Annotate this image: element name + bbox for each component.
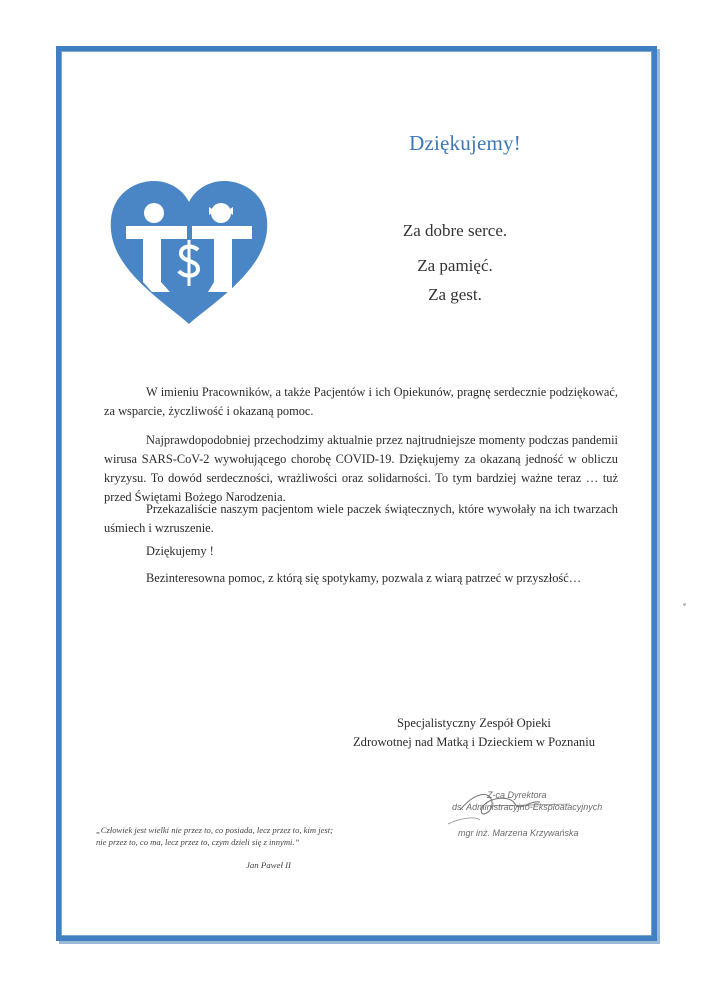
paragraph-1: W imieniu Pracowników, a także Pacjentów i ich Opiekunów, pragnę serdecznie podziękować, za wsparcie, życzliwość i okazaną pomoc.	[104, 385, 618, 418]
stamp-name: mgr inż. Marzena Krzywańska	[458, 828, 579, 838]
quote-line-1: „Człowiek jest wielki nie przez to, co posiada, lecz przez to, kim jest;	[96, 825, 334, 835]
paragraph-3: Przekazaliście naszym pacjentom wiele paczek świątecznych, które wywołały na ich twarzach uśmiech i wzruszenie.	[104, 502, 618, 535]
signature-org-line-2: Zdrowotnej nad Matką i Dzieckiem w Poznaniu	[352, 735, 595, 749]
stamp-department: ds. Administracyjno-Eksploatacyjnych	[452, 802, 603, 812]
quote-line-2: nie przez to, co ma, lecz przez to, czym dzieli się z innymi.”	[96, 837, 300, 847]
paragraph-5: Bezinteresowna pomoc, z którą się spotykamy, pozwala z wiarą patrzeć w przyszłość…	[146, 571, 582, 585]
paragraph-2: Najprawdopodobniej przechodzimy aktualnie przez najtrudniejsze momenty podczas pandemii wirusa SARS-CoV-2 wywołującego chorobę COVID-19. Dziękujemy za okazaną jedność w obliczu kryzysu. To dowód serdeczności, wrażliwości oraz solidarności. To tym bardziej ważne teraz … tuż przed Świętami Bożego Narodzenia.	[104, 433, 618, 504]
stamp-title: Z-ca Dyrektora	[487, 790, 547, 800]
tagline-line-1: Za dobre serce.	[402, 221, 508, 240]
scan-speck	[683, 603, 686, 606]
letter-title: Dziękujemy!	[409, 131, 521, 155]
tagline-line-2: Za pamięć.	[417, 256, 493, 275]
tagline-line-3: Za gest.	[428, 285, 482, 304]
paragraph-4: Dziękujemy !	[146, 544, 214, 558]
signature-org-line-1: Specjalistyczny Zespół Opieki	[397, 716, 551, 730]
quote-author: Jan Paweł II	[246, 860, 291, 870]
heart-with-two-children-icon	[108, 180, 270, 326]
